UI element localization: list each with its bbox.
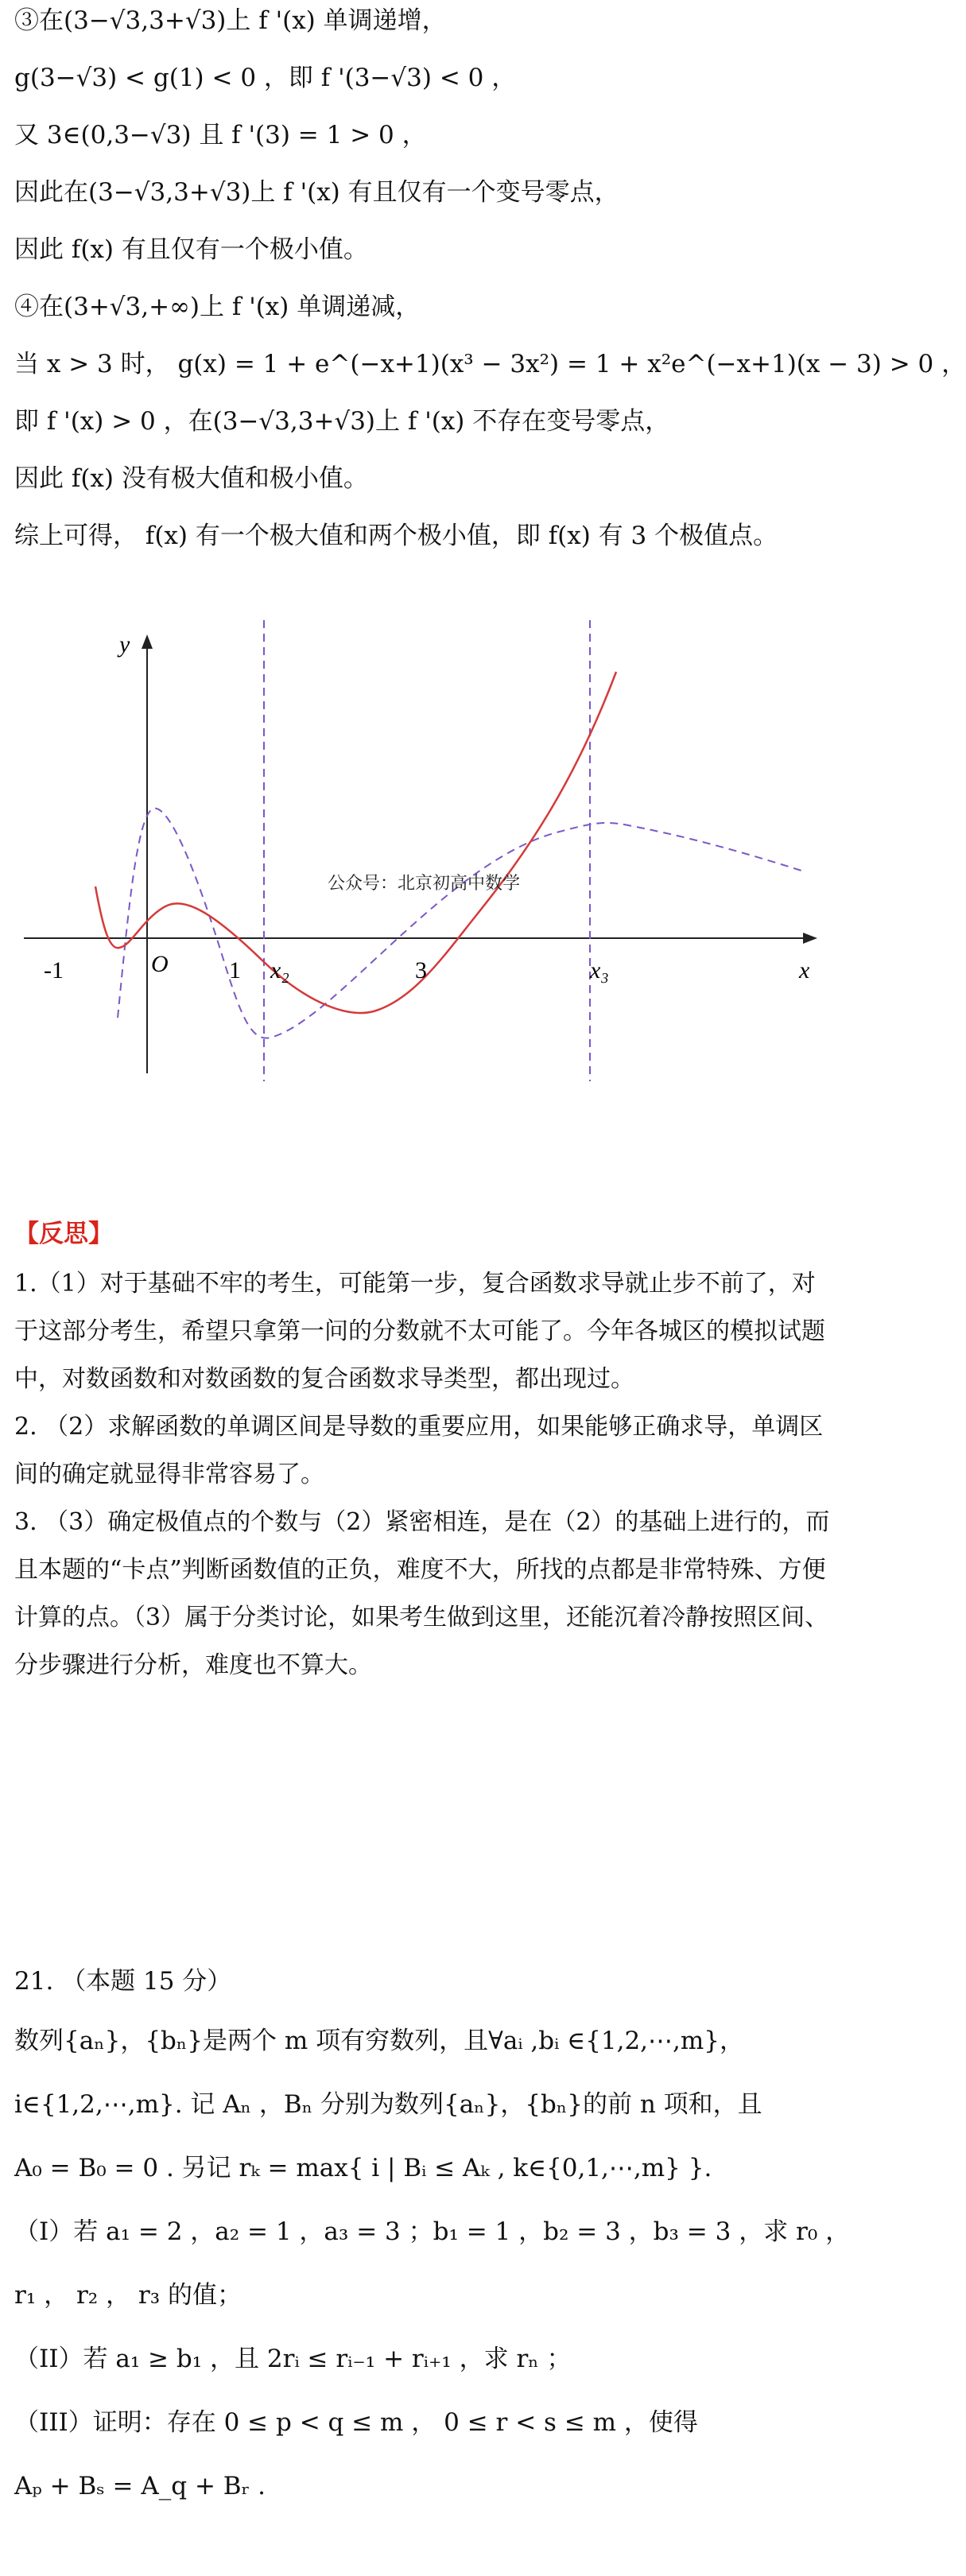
watermark: 公众号：北京初高中数学 (328, 873, 521, 893)
problem-line: i∈{1,2,⋯,m}. 记 Aₙ ，Bₙ 分别为数列{aₙ}，{bₙ}的前 n 项和，且 (14, 2090, 762, 2119)
problem-line: 数列{aₙ}，{bₙ}是两个 m 项有穷数列，且∀aᵢ ,bᵢ ∈{1,2,⋯,m}， (14, 2027, 745, 2055)
proof-line: g(3−√3) < g(1) < 0 ，即 f '(3−√3) < 0 ， (14, 64, 517, 92)
problem-header: 21. （本题 15 分） (14, 1967, 232, 1996)
proof-line: ④在(3+√3,+∞)上 f '(x) 单调递减， (14, 293, 421, 321)
proof-line: ③在(3−√3,3+√3)上 f '(x) 单调递增， (14, 6, 447, 35)
y-axis-label: y (119, 631, 130, 658)
problem-part-3: （III）证明：存在 0 ≤ p < q ≤ m ， 0 ≤ r < s ≤ m ，使得 (14, 2408, 698, 2437)
tick-x2: x₂ (270, 957, 289, 983)
proof-line: 当 x > 3 时， g(x) = 1 + e^(−x+1)(x³ − 3x²) = 1 + x²e^(−x+1)(x − 3) > 0 ， (14, 350, 966, 378)
x-axis-label: x (799, 957, 810, 983)
proof-line: 即 f '(x) > 0 ，在(3−√3,3+√3)上 f '(x) 不存在变号零点， (14, 407, 670, 436)
tick-3: 3 (415, 957, 427, 983)
proof-line: 又 3∈(0,3−√3) 且 f '(3) = 1 > 0 ， (14, 121, 427, 149)
function-graph (0, 604, 859, 1121)
problem-part-1: （I）若 a₁ = 2 ，a₂ = 1 ，a₃ = 3 ；b₁ = 1 ，b₂ = 3 ，b₃ = 3 ，求 r₀ ， (14, 2217, 851, 2246)
problem-line: A₀ = B₀ = 0 . 另记 rₖ = max{ i | Bᵢ ≤ Aₖ , k∈{0,1,⋯,m} }. (14, 2154, 712, 2182)
reflection-heading: 【反思】 (14, 1220, 113, 1248)
problem-line: r₁ ， r₂ ， r₃ 的值； (14, 2281, 242, 2310)
proof-line: 因此 f(x) 没有极大值和极小值。 (14, 464, 368, 493)
y-axis-arrow (142, 634, 153, 649)
problem-line: Aₚ + Bₛ = A_q + Bᵣ . (14, 2472, 266, 2500)
tick-1: 1 (229, 957, 241, 983)
proof-line: 因此在(3−√3,3+√3)上 f '(x) 有且仅有一个变号零点， (14, 178, 619, 207)
tick-neg1: -1 (44, 957, 64, 983)
reflection-paragraph: 3. （3）确定极值点的个数与（2）紧密相连，是在（2）的基础上进行的，而且本题的“卡点”判断函数值的正负，难度不大，所找的点都是非常特殊、方便计算的点。（3）属于分类讨论，如果考生做到这里，还能沉着冷静按照区间、分步骤进行分析，难度也不算大。 (14, 1508, 830, 1679)
tick-x3: x₃ (590, 957, 609, 983)
x-axis-arrow (803, 933, 817, 944)
solid-curve (95, 672, 616, 1013)
origin-label: O (151, 951, 169, 977)
proof-line: 因此 f(x) 有且仅有一个极小值。 (14, 235, 368, 264)
problem-part-2: （II）若 a₁ ≥ b₁ ，且 2rᵢ ≤ rᵢ₋₁ + rᵢ₊₁ ，求 rₙ ； (14, 2345, 572, 2373)
proof-line: 综上可得， f(x) 有一个极大值和两个极小值，即 f(x) 有 3 个极值点。 (14, 522, 778, 550)
reflection-paragraph: 1.（1）对于基础不牢的考生，可能第一步，复合函数求导就止步不前了，对于这部分考生，希望只拿第一问的分数就不太可能了。今年各城区的模拟试题中，对数函数和对数函数的复合函数求导类型，都出现过。 (14, 1270, 825, 1393)
reflection-paragraph: 2. （2）求解函数的单调区间是导数的重要应用，如果能够正确求导，单调区间的确定就显得非常容易了。 (14, 1413, 824, 1488)
